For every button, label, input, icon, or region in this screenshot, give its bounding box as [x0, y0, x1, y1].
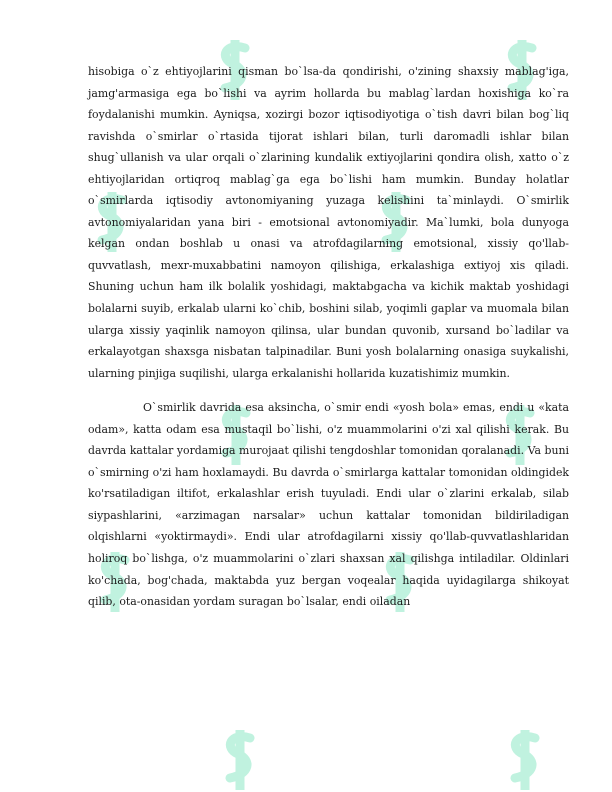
- watermark-icon: [220, 730, 260, 790]
- paragraph-2: O`smirlik davrida esa aksincha, o`smir endi «yosh bola» emas, endi u «kata odam», katta odam esa mustaqil bo`lishi, o'z muammolarini o'zi xal qilishi kerak. Bu davrda kattalar yordamiga murojaat qilishi tengdoshlar tomonidan qoralanadi. Va buni o`smirning o'zi ham hoxlamaydi. Bu davrda o`smirlarga kattalar tomonidan oldingidek ko'rsatiladigan iltifot, erkalashlar erish tuyuladi. Endi ular o`zlarini erkalab, silab siypashlarini, «arzimagan narsalar» uchun kattalar tomonidan bildiriladigan olqishlarni «yoktirmaydi». Endi ular atrofdagilarni xissiy qo'llab-quvvatlashlaridan holiroq bo`lishga, o'z muammolarini o`zlari shaxsan xal qilishga intiladilar. Oldinlari ko'chada, bog'chada, maktabda yuz bergan voqealar haqida uyidagilarga shikoyat qilib, ota-onasidan yordam suragan bo`lsalar, endi oiladan: [88, 401, 569, 609]
- document-body: [88, 61, 569, 613]
- paragraph-1: hisobiga o`z ehtiyojlarini qisman bo`lsa-da qondirishi, o'zining shaxsiy mablag'iga, jamg'armasiga ega bo`lishi va ayrim hollarda bu mablag`lardan hoxishiga ko`ra foydalanishi mumkin. Ayniqsa, xozirgi bozor iqtisodiyotiga o`tish davri bilan bog`liq ravishda o`smirlar o`rtasida tijorat ishlari bilan, turli daromadli ishlar bilan shug`ullanish va ular orqali o`zlarining kundalik extiyojlarini qondira olish, xatto o`z ehtiyojlaridan ortiqroq mablag`ga ega bo`lishi ham mumkin. Bunday holatlar o`smirlarda iqtisodiy avtonomiyaning yuzaga kelishini ta`minlaydi. O`smirlik avtonomiyalaridan yana biri - emotsional avtonomiyadir. Ma`lumki, bola dunyoga kelgan ondan boshlab u onasi va atrofdagilarning emotsional, xissiy qo'llab-quvvatlash, mexr-muxabbatini namoyon qilishiga, erkalashiga extiyoj xis qiladi. Shuning uchun ham ilk bolalik yoshidagi, maktabgacha va kichik maktab yoshidagi bolalarni suyib, erkalab ularni ko`chib, boshini silab, yoqimli gaplar va muomala bilan ularga xissiy yaqinlik namoyon qilinsa, ular bundan quvonib, xursand bo`ladilar va erkalayotgan shaxsga nisbatan talpinadilar. Buni yosh bolalarning onasiga suykalishi, ularning pinjiga suqilishi, ularga erkalanishi hollarida kuzatishimiz mumkin.: [88, 65, 569, 380]
- watermark-icon: [505, 730, 545, 790]
